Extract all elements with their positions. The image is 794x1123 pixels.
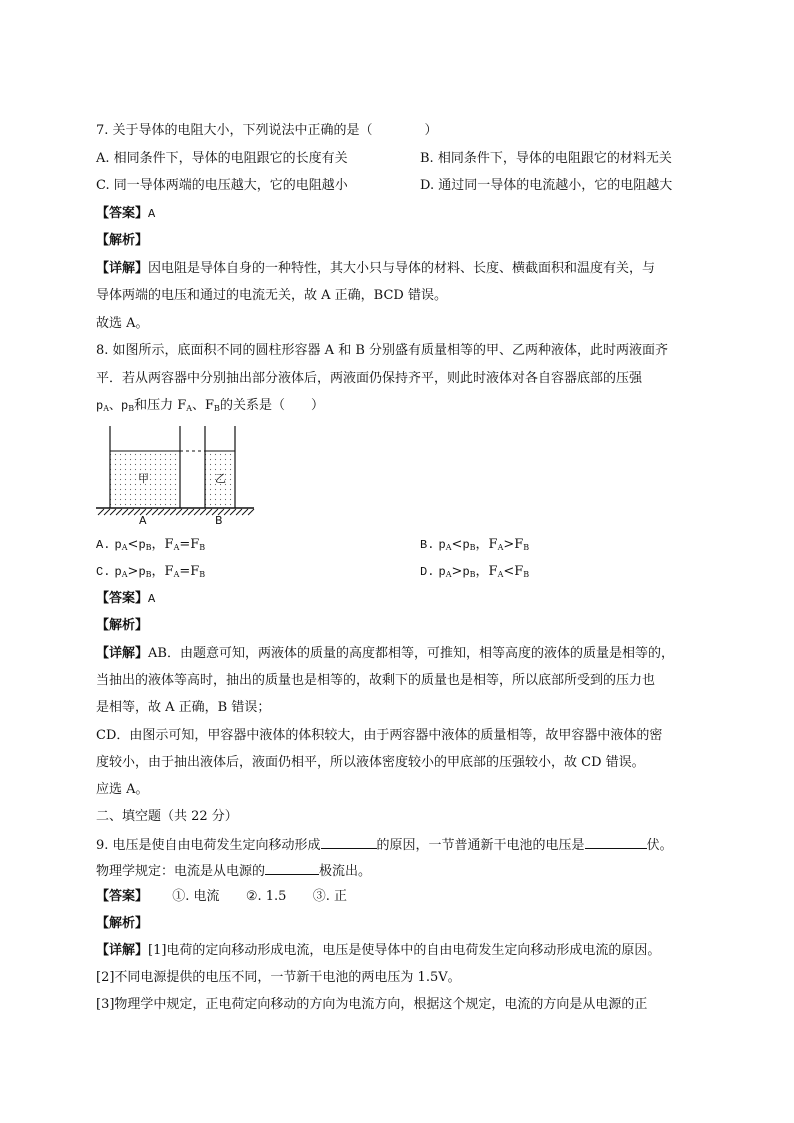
q9-answer	[96, 889, 347, 905]
subscript-b: B	[523, 543, 530, 552]
answer-label: 【答案】	[96, 206, 149, 221]
answer-value: A	[148, 207, 156, 221]
q8-option-c: C. $p_A>p_B$，$F_A=F_B$	[96, 564, 206, 579]
symbol-p: p	[462, 538, 470, 552]
subscript-a: A	[186, 404, 193, 413]
q9-stem-line2	[96, 862, 371, 880]
subscript-b: B	[523, 570, 530, 579]
q8-stem-line2: 平．若从两容器中分别抽出部分液体后，两液面仍保持齐平，则此时液体对各自容器底部的压强	[96, 371, 643, 386]
answer-blank-1	[321, 836, 377, 849]
symbol-p: 、p	[108, 399, 129, 413]
detail-label: 【详解】	[96, 943, 149, 958]
option-letter: A.	[96, 538, 111, 552]
q9-stem-line1	[96, 836, 673, 854]
q7-conclusion: 故选 A。	[96, 316, 149, 331]
q7-detail-line1	[96, 261, 655, 277]
subscript-b: B	[469, 570, 476, 579]
liquid-b-label: 乙	[215, 472, 226, 485]
q8-stem-line1: 8. 如图所示，底面积不同的圆柱形容器 A 和 B 分别盛有质量相等的甲、乙两种液体，此时两液面齐	[96, 343, 669, 358]
q7-detail-line2: 导体两端的电压和通过的电流无关，故 A 正确，BCD 错误。	[96, 288, 447, 303]
stem-part: 物理学规定：电流是从电源的	[96, 864, 266, 879]
relation-f: =	[179, 537, 191, 552]
answer-blank-3	[265, 862, 319, 875]
section-heading: 二、填空题（共 22 分）	[96, 809, 238, 824]
option-letter: C.	[96, 565, 111, 579]
symbol-p: p	[138, 565, 146, 579]
subscript-b: B	[469, 543, 476, 552]
symbol-p: p	[438, 565, 446, 579]
answer-label: 【答案】	[96, 889, 149, 904]
relation-f: <	[503, 564, 515, 579]
containers-figure	[94, 423, 264, 528]
answer-value: A	[148, 592, 156, 606]
answer-blank-2	[585, 836, 647, 849]
answer-1: ①. 电流	[172, 889, 220, 904]
detail-label: 【详解】	[96, 261, 149, 276]
q7-option-b: B. 相同条件下，导体的电阻跟它的材料无关	[420, 151, 672, 166]
answer-label: 【答案】	[96, 591, 149, 606]
q8-option-d: D. $p_A>p_B$，$F_A<F_B$	[420, 564, 530, 579]
liquid-a-label: 甲	[138, 472, 149, 485]
detail-label: 【详解】	[96, 646, 149, 661]
q7-stem: 7. 关于导体的电阻大小，下列说法中正确的是（ ）	[96, 123, 438, 138]
text-force: 和压力 F	[134, 398, 187, 413]
subscript-a: A	[173, 570, 180, 579]
stem-part: 的原因，一节普通新干电池的电压是	[376, 838, 585, 853]
subscript-a: A	[445, 543, 452, 552]
symbol-f: 、F	[192, 398, 215, 413]
subscript-b: B	[214, 404, 220, 413]
subscript-a: A	[121, 570, 128, 579]
symbol-p: p	[96, 399, 104, 413]
symbol-p: p	[462, 565, 470, 579]
container-b-label: B	[215, 514, 223, 527]
relation-p: <	[127, 537, 139, 552]
q8-stem-line3	[96, 398, 324, 417]
relation-f: >	[503, 537, 515, 552]
detail-text: AB．由题意可知，两液体的质量的高度都相等，可推知，相等高度的液体的质量是相等的，	[148, 646, 674, 661]
subscript-b: B	[145, 570, 152, 579]
answer-3: ③. 正	[312, 889, 347, 904]
q8-answer	[96, 591, 155, 607]
container-a-label: A	[139, 514, 147, 527]
subscript-b: B	[145, 543, 152, 552]
q9-detail-line3: [3]物理学中规定，正电荷定向移动的方向为电流方向，根据这个规定，电流的方向是从电源的正	[96, 997, 648, 1012]
q8-detail-line2: 当抽出的液体等高时，抽出的质量也是相等的，故剩下的质量也是相等，所以底部所受到的压力也	[96, 673, 656, 688]
q9-detail-line2: [2]不同电源提供的电压不同，一节新干电池的两电压为 1.5V。	[96, 970, 461, 985]
detail-text: 因电阻是导体自身的一种特性，其大小只与导体的材料、长度、横截面积和温度有关，与	[148, 261, 656, 276]
subscript-a: A	[103, 404, 109, 413]
stem-part: 伏。	[646, 838, 673, 853]
answer-2: ②. 1.5	[245, 889, 287, 904]
option-letter: D.	[420, 565, 435, 579]
q7-option-a: A. 相同条件下，导体的电阻跟它的长度有关	[96, 151, 348, 166]
symbol-p: p	[438, 538, 446, 552]
relation-f: =	[179, 564, 191, 579]
q7-answer	[96, 206, 155, 222]
q7-option-d: D. 通过同一导体的电流越小，它的电阻越大	[420, 178, 673, 193]
subscript-b: B	[199, 543, 206, 552]
relation-p: <	[451, 537, 463, 552]
stem-part: 极流出。	[319, 864, 372, 879]
q7-analysis-label: 【解析】	[96, 233, 149, 248]
subscript-a: A	[497, 543, 504, 552]
relation-p: >	[127, 564, 139, 579]
option-letter: B.	[420, 538, 435, 552]
q7-option-c: C. 同一导体两端的电压越大，它的电阻越小	[96, 178, 348, 193]
text-tail: 的关系是（ ）	[219, 398, 324, 413]
detail-text: [1]电荷的定向移动形成电流，电压是使导体中的自由电荷发生定向移动形成电流的原因。	[148, 943, 661, 958]
symbol-p: p	[114, 538, 122, 552]
q8-detail-line3: 是相等，故 A 正确，B 错误；	[96, 700, 271, 715]
q9-detail-line1	[96, 943, 660, 959]
q8-option-a: A. $p_A<p_B$，$F_A=F_B$	[96, 537, 206, 552]
subscript-a: A	[445, 570, 452, 579]
subscript-b: B	[128, 404, 135, 413]
q9-analysis-label: 【解析】	[96, 916, 149, 931]
subscript-a: A	[173, 543, 180, 552]
stem-part: 9. 电压是使自由电荷发生定向移动形成	[96, 838, 321, 853]
subscript-a: A	[121, 543, 128, 552]
q8-analysis-label: 【解析】	[96, 618, 149, 633]
symbol-p: p	[138, 538, 146, 552]
ground-hatch	[98, 509, 254, 515]
relation-p: >	[451, 564, 463, 579]
subscript-a: A	[497, 570, 504, 579]
q8-detail-line4: CD．由图示可知，甲容器中液体的体积较大，由于两容器中液体的质量相等，故甲容器中液体的密	[96, 728, 663, 743]
q8-conclusion: 应选 A。	[96, 782, 149, 797]
q8-detail-line5: 度较小，由于抽出液体后，液面仍相平，所以液体密度较小的甲底部的压强较小，故 CD 错误。	[96, 755, 645, 770]
q8-option-b: B. $p_A<p_B$，$F_A>F_B$	[420, 537, 530, 552]
symbol-p: p	[114, 565, 122, 579]
subscript-b: B	[199, 570, 206, 579]
q8-detail-line1	[96, 646, 674, 662]
